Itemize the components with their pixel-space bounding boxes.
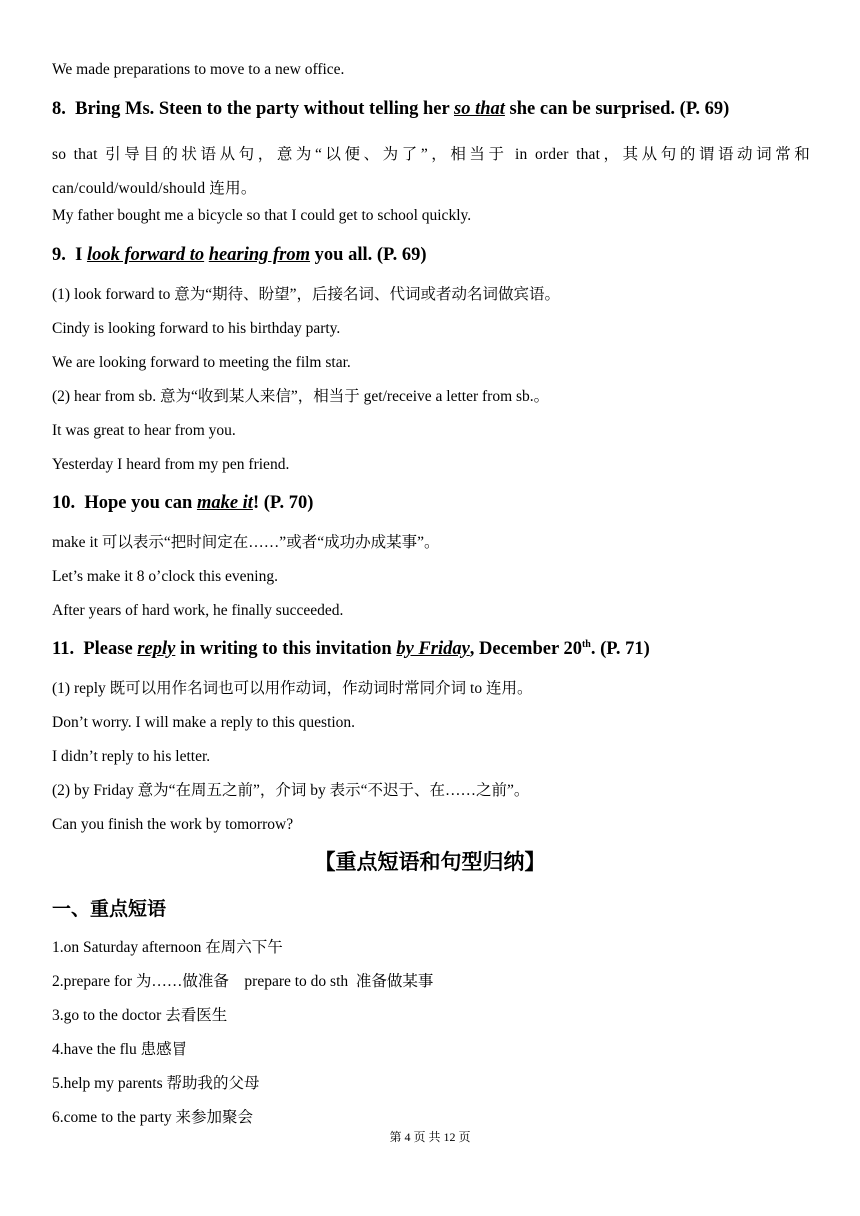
- example-sentence: We made preparations to move to a new office.: [52, 61, 345, 78]
- point-heading-8: [52, 97, 820, 121]
- point-number: 9.: [52, 245, 66, 265]
- point-heading-10: [52, 491, 820, 515]
- heading-text: she can be surprised. (P. 69): [504, 99, 730, 119]
- example-sentence: My father bought me a bicycle so that I could get to school quickly.: [52, 207, 472, 224]
- heading-text: Hope you can: [84, 493, 197, 513]
- example-sentence: Can you finish the work by tomorrow?: [52, 816, 294, 833]
- key-phrase: hearing from: [208, 245, 311, 265]
- example-sentence: Let’s make it 8 o’clock this evening.: [52, 568, 278, 585]
- example-sentence: We are looking forward to meeting the film star.: [52, 354, 351, 371]
- point-number: 11.: [52, 639, 75, 659]
- superscript: th: [581, 638, 591, 650]
- phrase-item: 1.on Saturday afternoon 在周六下午: [52, 939, 283, 956]
- key-phrase: make it: [196, 493, 253, 513]
- explanation-line: (1) reply 既可以用作名词也可以用作动词，作动词时常同介词 to 连用。: [52, 680, 533, 697]
- section-title: 【重点短语和句型归纳】: [314, 850, 546, 874]
- point-number: 8.: [52, 99, 66, 119]
- key-phrase: by Friday: [396, 639, 470, 659]
- explanation-paragraph: so that 引导目的状语从句，意为“以便、为了”，相当于 in order that，其从句的谓语动词常和 can/could/would/should 连用。: [52, 146, 810, 197]
- key-phrase: so that: [454, 99, 505, 119]
- heading-text: I: [75, 245, 87, 265]
- heading-text: . (P. 71): [590, 639, 650, 659]
- heading-text: ! (P. 70): [252, 493, 314, 513]
- phrase-item: 6.come to the party 来参加聚会: [52, 1109, 254, 1126]
- point-heading-9: [52, 243, 820, 267]
- example-sentence: I didn’t reply to his letter.: [52, 748, 211, 765]
- heading-text: Please: [83, 639, 138, 659]
- heading-text: , December 20: [469, 639, 582, 659]
- point-heading-11: [52, 637, 820, 661]
- phrase-item: 3.go to the doctor 去看医生: [52, 1007, 228, 1024]
- example-sentence: Don’t worry. I will make a reply to this question.: [52, 714, 356, 731]
- phrase-item: 4.have the flu 患感冒: [52, 1041, 188, 1058]
- key-phrase: reply: [137, 639, 176, 659]
- key-phrase: look forward to: [86, 245, 205, 265]
- explanation-line: (2) hear from sb. 意为“收到某人来信”，相当于 get/receive a letter from sb.。: [52, 388, 550, 405]
- example-sentence: Cindy is looking forward to his birthday party.: [52, 320, 341, 337]
- heading-text: in writing to this invitation: [175, 639, 397, 659]
- example-sentence: After years of hard work, he finally succeeded.: [52, 602, 344, 619]
- heading-text: you all. (P. 69): [310, 245, 427, 265]
- explanation-line: (2) by Friday 意为“在周五之前”，介词 by 表示“不迟于、在……之前”。: [52, 782, 530, 799]
- subsection-title: 一、重点短语: [52, 898, 167, 920]
- heading-text: Bring Ms. Steen to the party without telling her: [75, 99, 455, 119]
- phrase-item: 2.prepare for 为……做准备 prepare to do sth 准备做某事: [52, 973, 434, 990]
- phrase-item: 5.help my parents 帮助我的父母: [52, 1075, 260, 1092]
- explanation-line: (1) look forward to 意为“期待、盼望”，后接名词、代词或者动名词做宾语。: [52, 286, 561, 303]
- example-sentence: It was great to hear from you.: [52, 422, 236, 439]
- example-sentence: Yesterday I heard from my pen friend.: [52, 456, 290, 473]
- point-number: 10.: [52, 493, 76, 513]
- page-footer: 第 4 页 共 12 页: [389, 1130, 471, 1144]
- explanation-line: make it 可以表示“把时间定在……”或者“成功办成某事”。: [52, 534, 440, 551]
